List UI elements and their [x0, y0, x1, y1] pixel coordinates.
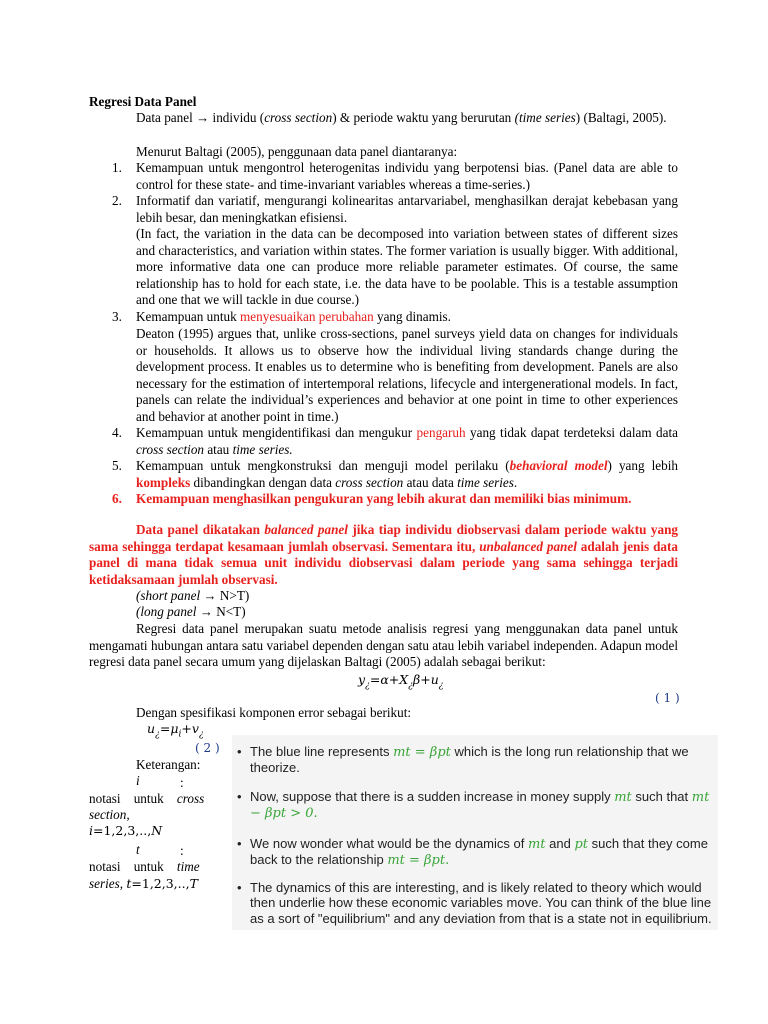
- keterangan-label: Keterangan:: [136, 757, 201, 772]
- list-item-3: Kemampuan untuk menyesuaikan perubahan yang dinamis.: [136, 309, 451, 324]
- section-heading: Regresi Data Panel: [89, 94, 197, 109]
- t-description-2: series, t=1,2,3,..,T: [89, 876, 198, 891]
- list-item-5: Kemampuan untuk mengkonstruksi dan menguji model perilaku (behavioral model) yang lebih kompleks dibandingkan dengan data cross section atau data time series.: [136, 458, 678, 490]
- list-item-4: Kemampuan untuk mengidentifikasi dan mengukur pengaruh yang tidak dapat terdeteksi dalam data cross section atau time series.: [136, 425, 679, 457]
- bullet-icon: •: [237, 744, 242, 759]
- slide-bullet-3: We now wonder what would be the dynamics of mt and pt such that they come back to the relationship mt = βpt.: [250, 836, 708, 869]
- list-number: 6.: [112, 491, 122, 506]
- bullet-icon: •: [237, 836, 242, 851]
- slide-bullet-1: The blue line represents mt = βpt which is the long run relationship that we theorize.: [250, 744, 689, 776]
- arrow-icon: →: [196, 110, 210, 125]
- list-item-6: Kemampuan menghasilkan pengukuran yang lebih akurat dan memiliki bias minimum.: [136, 491, 632, 506]
- regression-paragraph: Regresi data panel merupakan suatu metode analisis regresi yang menggunakan data panel untuk mengamati hubungan antara satu variabel dependen dengan satu atau lebih variabel independen. Adapun model regresi data panel secara umum yang dijelaskan Baltagi (2005) adalah sebagai berikut:: [89, 621, 678, 670]
- slide-excerpt: [232, 735, 718, 930]
- bullet-icon: •: [237, 789, 242, 804]
- list-item-2-note: (In fact, the variation in the data can be decomposed into variation between states of different sizes and characteristics, and variation within states. The former variation is usually bigger. With additional, more informative data one can produce more reliable parameter estimates. Of course, the same relationship has to hold for each state, i.e. the data have to be poolable. This is a testable assumption and one that we will tackle in due course.): [136, 226, 678, 308]
- arrow-icon: →: [199, 604, 213, 619]
- short-panel-note: (short panel → N>T): [136, 588, 250, 603]
- i-symbol: i: [136, 773, 140, 788]
- balanced-panel-paragraph: Data panel dikatakan balanced panel jika tiap individu diobservasi dalam periode waktu yang sama sehingga terdapat kesamaan jumlah observasi. Sementara itu, unbalanced panel adalah jenis data panel di mana tidak semua unit individu diobservasi dalam periode yang sama sehingga terjadi ketidaksamaan jumlah observasi.: [89, 522, 679, 587]
- colon: :: [180, 775, 184, 790]
- bullet-icon: •: [237, 880, 242, 895]
- intro-line-2: Menurut Baltagi (2005), penggunaan data panel diantaranya:: [136, 144, 458, 159]
- list-number: 1.: [112, 160, 122, 175]
- list-number: 4.: [112, 425, 122, 440]
- equation-1-number: ( 1 ): [655, 691, 680, 705]
- list-number: 3.: [112, 309, 122, 324]
- list-item-2: Informatif dan variatif, mengurangi kolinearitas antarvariabel, menghasilkan derajat kebebasan yang lebih besar, dan meningkatkan efisiensi.: [136, 193, 678, 225]
- list-item-1: Kemampuan untuk mengontrol heterogenitas individu yang berpotensi bias. (Panel data are able to control for these state- and time-invariant variables whereas a time-series.): [136, 160, 678, 192]
- t-symbol: t: [136, 842, 140, 857]
- list-number: 5.: [112, 458, 122, 473]
- arrow-icon: →: [203, 588, 217, 603]
- slide-bullet-2: Now, suppose that there is a sudden increase in money supply mt such that mt − βpt > 0.: [250, 789, 710, 822]
- long-panel-note: (long panel → N<T): [136, 604, 246, 619]
- list-item-3-note: Deaton (1995) argues that, unlike cross-sections, panel surveys yield data on changes for individuals or households. It allows us to observe how the individual living standards change during the development process. It enables us to determine who is benefiting from development. Panels are also necessary for the estimation of intertemporal relations, lifecycle and intergenerational models. In fact, panels can relate the individual’s experiences and behavior at one point in time to other experiences and behavior at another point in time.): [136, 326, 678, 424]
- i-range: i=1,2,3,..,N: [89, 823, 163, 838]
- i-description: notasi untuk cross: [89, 791, 205, 806]
- slide-bullet-4: The dynamics of this are interesting, and is likely related to theory which would then underlie how these economic variables move. You can think of the blue line as a sort of "equilibrium" and any deviation from that is a state not in equilibrium.: [250, 880, 712, 926]
- equation-2: $u_¿=\mu_i+v_¿$: [147, 721, 204, 740]
- list-number: 2.: [112, 193, 122, 208]
- colon: :: [180, 843, 184, 858]
- t-description: notasi untuk time: [89, 859, 200, 874]
- intro-paragraph: Data panel → individu (cross section) & periode waktu yang berurutan (time series) (Baltagi, 2005).: [136, 110, 667, 125]
- error-spec-line: Dengan spesifikasi komponen error sebagai berikut:: [136, 705, 412, 720]
- i-description-2: section,: [89, 807, 130, 822]
- equation-2-number: ( 2 ): [195, 741, 220, 755]
- equation-1: $y_¿=\alpha+X_¿\beta+u_¿$: [358, 672, 444, 691]
